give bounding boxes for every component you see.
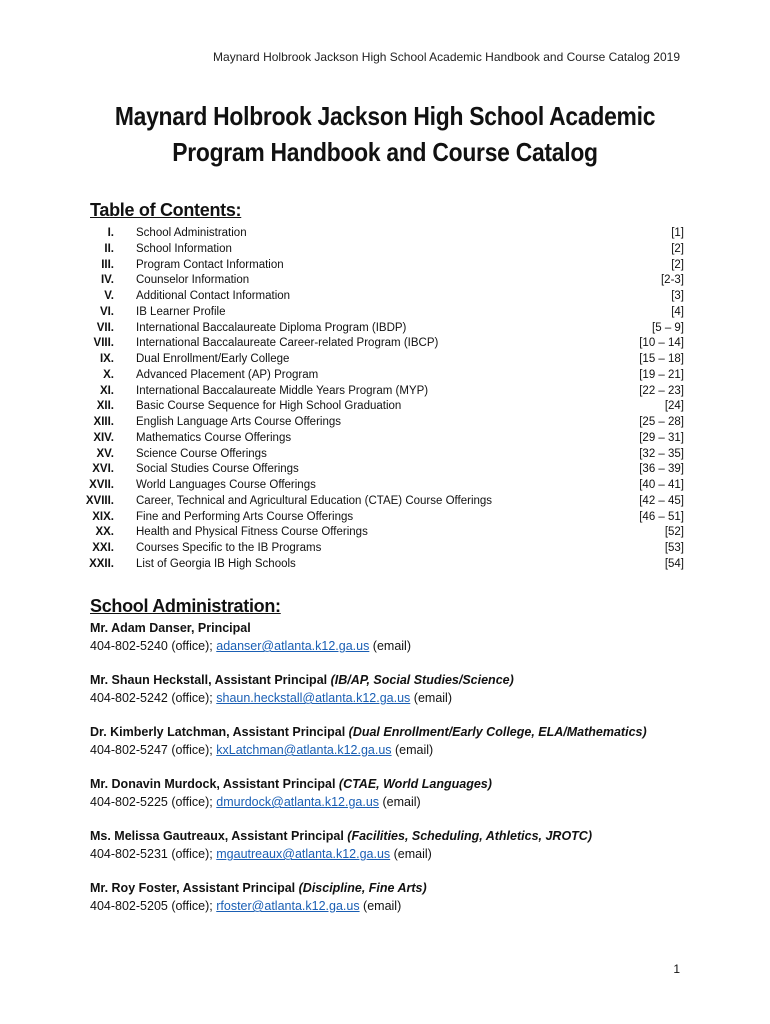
- toc-entry[interactable]: [84, 289, 684, 305]
- admin-role: (Dual Enrollment/Early College, ELA/Mathematics): [348, 725, 647, 739]
- admin-role: (Facilities, Scheduling, Athletics, JROTC): [347, 829, 592, 843]
- admin-role: (IB/AP, Social Studies/Science): [330, 673, 514, 687]
- toc-page: [2]: [671, 242, 684, 255]
- admin-phone: 404-802-5225 (office);: [90, 795, 217, 809]
- toc-entry[interactable]: [84, 541, 684, 557]
- toc-page: [4]: [671, 305, 684, 318]
- admin-email-link[interactable]: adanser@atlanta.k12.ga.us: [216, 639, 370, 653]
- toc-number: XXI.: [92, 542, 114, 554]
- toc-entry[interactable]: [84, 557, 684, 573]
- toc-entry[interactable]: [84, 384, 684, 400]
- toc-page: [22 – 23]: [639, 384, 684, 397]
- admin-email-link[interactable]: rfoster@atlanta.k12.ga.us: [216, 899, 360, 913]
- admin-email-suffix: (email): [369, 639, 411, 653]
- toc-page: [2]: [671, 258, 684, 271]
- toc-number: III.: [101, 258, 114, 271]
- toc-label: Program Contact Information: [136, 258, 284, 271]
- toc-page: [10 – 14]: [639, 337, 684, 350]
- admin-entry: [90, 619, 690, 671]
- admin-phone: 404-802-5205 (office);: [90, 899, 217, 913]
- admin-phone: 404-802-5242 (office);: [90, 691, 217, 705]
- toc-entry[interactable]: [84, 226, 684, 242]
- toc-number: IV.: [100, 274, 114, 287]
- toc-page: [3]: [671, 290, 684, 302]
- toc-label: International Baccalaureate Diploma Program (IBDP): [136, 321, 407, 334]
- admin-entry: [90, 879, 690, 931]
- toc-label: Courses Specific to the IB Programs: [136, 542, 322, 554]
- toc-label: School Information: [136, 242, 232, 255]
- toc-number: XVI.: [92, 463, 114, 476]
- toc-number: X.: [103, 368, 114, 381]
- toc-label: Counselor Information: [136, 274, 250, 287]
- toc-page: [19 – 21]: [639, 368, 684, 381]
- toc-entry[interactable]: [84, 510, 684, 526]
- toc-entry[interactable]: [84, 273, 684, 289]
- document-title: [46, 98, 724, 170]
- toc-number: XXII.: [89, 557, 114, 570]
- toc-page: [2-3]: [660, 274, 684, 287]
- toc-page: [15 – 18]: [639, 353, 684, 365]
- toc-entry[interactable]: [84, 415, 684, 431]
- admin-name: Mr. Adam Danser, Principal: [90, 621, 251, 635]
- toc-label: Basic Course Sequence for High School Graduation: [136, 400, 402, 413]
- toc-heading: Table of Contents:: [90, 200, 242, 220]
- toc-label: IB Learner Profile: [136, 305, 226, 318]
- page-header: Maynard Holbrook Jackson High School Academic Handbook and Course Catalog 2019: [213, 50, 680, 64]
- toc-label: Science Course Offerings: [136, 447, 267, 460]
- admin-entry: [90, 723, 690, 775]
- toc-number: I.: [107, 227, 114, 239]
- admin-entry: [90, 775, 690, 827]
- admin-name: Mr. Roy Foster, Assistant Principal: [90, 881, 299, 895]
- admin-name: Dr. Kimberly Latchman, Assistant Principal: [90, 725, 349, 739]
- admin-email-suffix: (email): [359, 899, 402, 913]
- toc-label: Additional Contact Information: [136, 290, 291, 302]
- toc-entry[interactable]: [84, 447, 684, 463]
- toc-entry[interactable]: [84, 242, 684, 258]
- toc-label: World Languages Course Offerings: [136, 479, 316, 491]
- toc-number: XIV.: [93, 431, 114, 444]
- toc-page: [1]: [671, 227, 684, 239]
- toc-label: Advanced Placement (AP) Program: [136, 368, 319, 381]
- toc-number: XV.: [96, 447, 114, 460]
- title-line-2: Program Handbook and Course Catalog: [172, 137, 598, 167]
- toc-label: Mathematics Course Offerings: [136, 431, 292, 444]
- admin-email-link[interactable]: mgautreaux@atlanta.k12.ga.us: [216, 847, 391, 861]
- toc-number: VIII.: [93, 337, 114, 350]
- admin-phone: 404-802-5231 (office);: [90, 847, 217, 861]
- toc-label: Social Studies Course Offerings: [136, 463, 299, 476]
- admin-email-suffix: (email): [391, 743, 434, 757]
- toc-entry[interactable]: [84, 494, 684, 510]
- admin-email-suffix: (email): [379, 795, 421, 809]
- toc-number: V.: [104, 290, 114, 302]
- toc-label: Fine and Performing Arts Course Offerings: [136, 510, 354, 523]
- toc-label: Dual Enrollment/Early College: [136, 353, 290, 365]
- admin-email-suffix: (email): [410, 691, 452, 705]
- toc-page: [32 – 35]: [639, 447, 684, 460]
- administration-list: [90, 619, 690, 931]
- toc-entry[interactable]: [84, 525, 684, 541]
- toc-page: [52]: [664, 526, 684, 539]
- toc-number: XVIII.: [85, 494, 114, 507]
- toc-number: XX.: [95, 526, 114, 539]
- toc-page: [53]: [664, 542, 684, 554]
- toc-label: International Baccalaureate Career-related Program (IBCP): [136, 337, 439, 350]
- title-line-1: Maynard Holbrook Jackson High School Academic: [114, 101, 656, 131]
- toc-entry[interactable]: [84, 431, 684, 447]
- toc-entry[interactable]: [84, 352, 684, 368]
- toc-entry[interactable]: [84, 258, 684, 274]
- toc-entry[interactable]: [84, 305, 684, 321]
- toc-page: [40 – 41]: [639, 479, 684, 491]
- toc-number: XI.: [99, 384, 114, 397]
- toc-page: [54]: [664, 557, 684, 570]
- admin-email-link[interactable]: dmurdock@atlanta.k12.ga.us: [216, 795, 380, 809]
- toc-label: School Administration: [136, 227, 247, 239]
- admin-entry: [90, 671, 690, 723]
- admin-phone: 404-802-5247 (office);: [90, 743, 217, 757]
- toc-number: II.: [104, 242, 114, 255]
- toc-entry[interactable]: [84, 368, 684, 384]
- toc-page: [29 – 31]: [639, 431, 684, 444]
- admin-phone: 404-802-5240 (office);: [90, 639, 217, 653]
- toc-entry[interactable]: [84, 399, 684, 415]
- toc-page: [5 – 9]: [652, 321, 684, 334]
- toc-entry[interactable]: [84, 478, 684, 494]
- toc-label: English Language Arts Course Offerings: [136, 416, 341, 428]
- toc-number: XII.: [96, 400, 114, 413]
- toc-number: VII.: [96, 321, 114, 334]
- table-of-contents: [84, 226, 684, 573]
- admin-heading: School Administration:: [90, 596, 281, 616]
- toc-page: [24]: [664, 400, 684, 413]
- admin-role: (Discipline, Fine Arts): [298, 881, 427, 895]
- toc-page: [36 – 39]: [639, 463, 684, 476]
- toc-entry[interactable]: [84, 462, 684, 478]
- toc-number: XIII.: [93, 416, 114, 428]
- toc-page: [46 – 51]: [639, 510, 684, 523]
- admin-name: Mr. Shaun Heckstall, Assistant Principal: [90, 673, 331, 687]
- toc-label: Health and Physical Fitness Course Offerings: [136, 526, 368, 539]
- toc-label: Career, Technical and Agricultural Education (CTAE) Course Offerings: [136, 494, 493, 507]
- toc-entry[interactable]: [84, 336, 684, 352]
- toc-number: VI.: [99, 305, 114, 318]
- toc-page: [25 – 28]: [639, 416, 684, 428]
- admin-name: Ms. Melissa Gautreaux, Assistant Principal: [90, 829, 348, 843]
- toc-number: IX.: [99, 353, 114, 365]
- admin-name: Mr. Donavin Murdock, Assistant Principal: [90, 777, 339, 791]
- page-number: 1: [673, 962, 680, 976]
- toc-entry[interactable]: [84, 321, 684, 337]
- admin-role: (CTAE, World Languages): [338, 777, 492, 791]
- toc-label: List of Georgia IB High Schools: [136, 557, 296, 570]
- toc-page: [42 – 45]: [639, 494, 684, 507]
- admin-entry: [90, 827, 690, 879]
- toc-label: International Baccalaureate Middle Years Program (MYP): [136, 384, 429, 397]
- toc-number: XVII.: [89, 479, 114, 491]
- admin-email-link[interactable]: shaun.heckstall@atlanta.k12.ga.us: [216, 691, 411, 705]
- admin-email-link[interactable]: kxLatchman@atlanta.k12.ga.us: [216, 743, 392, 757]
- admin-email-suffix: (email): [390, 847, 432, 861]
- toc-number: XIX.: [92, 510, 114, 523]
